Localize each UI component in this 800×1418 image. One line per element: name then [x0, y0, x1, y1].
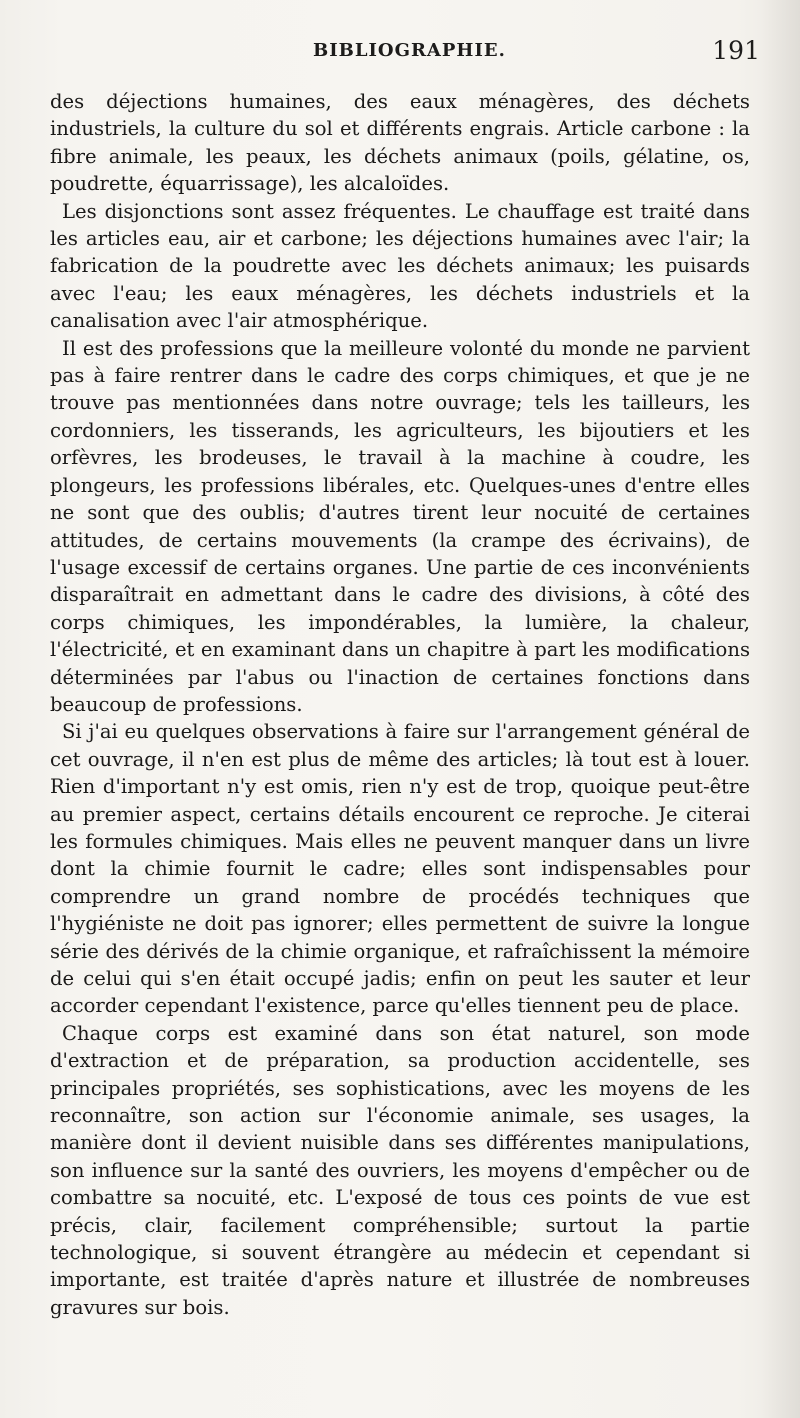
running-head: BIBLIOGRAPHIE. — [313, 40, 506, 61]
paragraph-continuation: des déjections humaines, des eaux ménagères, des déchets industriels, la culture du sol et différents engrais. Article carbone : la fibre animale, les peaux, les déchets animaux (poils, gélatine, os, poudrette, équarrissage), les alcaloïdes. — [50, 90, 750, 196]
paragraph-corps-examine: Chaque corps est examiné dans son état naturel, son mode d'extraction et de préparation, sa production accidentelle, ses principales propriétés, ses sophistications, avec les moyens de les reconnaître, son action sur l'économie animale, ses usages, la manière dont il devient nuisible dans ses différentes manipulations, son influence sur la santé des ouvriers, les moyens d'empêcher ou de combattre sa nocuité, etc. L'exposé de tous ces points de vue est précis, clair, facilement compréhensible; surtout la partie technologique, si souvent étrangère au médecin et cependant si importante, est traitée d'après nature et illustrée de nombreuses gravures sur bois. — [50, 1021, 750, 1319]
paragraph-observations: Si j'ai eu quelques observations à faire sur l'arrangement général de cet ouvrage, il n'en est plus de même des articles; là tout est à louer. Rien d'important n'y est omis, rien n'y est de trop, quoique peut-être au premier aspect, certains détails encourent ce reproche. Je citerai les formules chimiques. Mais elles ne peuvent manquer dans un livre dont la chimie fournit le cadre; elles sont indispensables pour comprendre un grand nombre de procédés techniques que l'hygiéniste ne doit pas ignorer; elles permettent de suivre la longue série des dérivés de la chimie organique, et rafraîchissent la mémoire de celui qui s'en était occupé jadis; enfin on peut les sauter et leur accorder cependant l'existence, parce qu'elles tiennent peu de place. — [50, 720, 750, 1018]
page-edge-shadow — [760, 0, 800, 1418]
paragraph-disjonctions: Les disjonctions sont assez fréquentes. Le chauffage est traité dans les articles eau, air et carbone; les déjections humaines avec l'air; la fabrication de la poudrette avec les déchets animaux; les puisards avec l'eau; les eaux ménagères, les déchets industriels et la canalisation avec l'air atmosphérique. — [50, 199, 750, 333]
body-text — [50, 88, 750, 1321]
page-number: 191 — [712, 36, 760, 65]
page-header — [50, 36, 760, 76]
paragraph-professions: Il est des professions que la meilleure volonté du monde ne parvient pas à faire rentrer dans le cadre des corps chimiques, et que je ne trouve pas mentionnées dans notre ouvrage; tels les tailleurs, les cordonniers, les tisserands, les agriculteurs, les bijoutiers et les orfèvres, les brodeuses, le travail à la machine à coudre, les plongeurs, les professions libérales, etc. Quelques-unes d'entre elles ne sont que des oublis; d'autres tirent leur nocuité de certaines attitudes, de certains mouvements (la crampe des écrivains), de l'usage excessif de certains organes. Une partie de ces inconvénients disparaîtrait en admettant dans le cadre des divisions, à côté des corps chimiques, les impondérables, la lumière, la chaleur, l'électricité, et en examinant dans un chapitre à part les modifications déterminées par l'abus ou l'inaction de certaines fonctions dans beaucoup de professions. — [50, 336, 750, 716]
